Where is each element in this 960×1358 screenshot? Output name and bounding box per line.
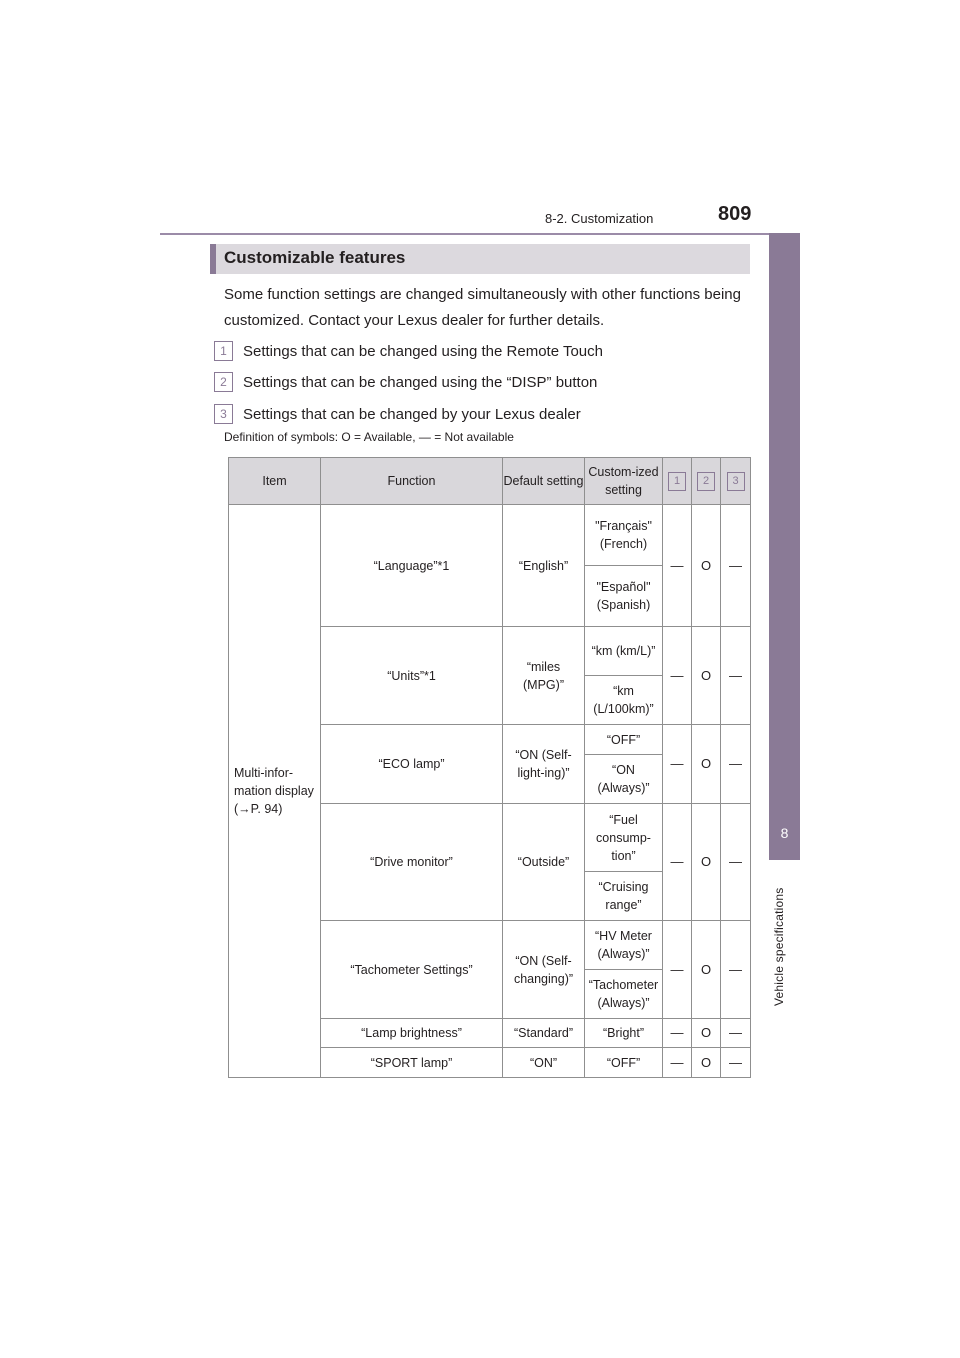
- setting-legend-text: Settings that can be changed using the Remote Touch: [243, 343, 603, 360]
- mark-col-3: —: [721, 505, 751, 627]
- header-col-3: [721, 458, 751, 505]
- mark-col-3: —: [721, 725, 751, 804]
- default-cell: “Standard”: [503, 1019, 585, 1048]
- header-custom: Custom-ized setting: [585, 458, 663, 505]
- mark-col-1: —: [663, 921, 692, 1019]
- function-cell: “SPORT lamp”: [321, 1048, 503, 1078]
- header-rule: [160, 233, 800, 235]
- mark-col-2: O: [692, 505, 721, 627]
- mark-col-1: —: [663, 505, 692, 627]
- chapter-tab-number: 8: [780, 825, 789, 841]
- section-title-bar: [210, 244, 750, 274]
- mark-col-2: O: [692, 627, 721, 725]
- header-item: Item: [229, 458, 321, 505]
- function-cell: “Drive monitor”: [321, 804, 503, 921]
- setting-legend-text: Settings that can be changed by your Lexus dealer: [243, 406, 581, 423]
- page-number: 809: [718, 203, 752, 225]
- setting-legend-2: [214, 372, 597, 392]
- chapter-tab[interactable]: [769, 233, 800, 860]
- mark-col-1: —: [663, 1019, 692, 1048]
- header-default: Default setting: [503, 458, 585, 505]
- mark-col-1: —: [663, 725, 692, 804]
- customization-table: [228, 457, 751, 1078]
- table-row: [229, 505, 751, 566]
- table-header-row: [229, 458, 751, 505]
- function-cell: “Tachometer Settings”: [321, 921, 503, 1019]
- custom-cell: “km (km/L)”: [585, 627, 663, 676]
- function-cell: “ECO lamp”: [321, 725, 503, 804]
- section-title: Customizable features: [224, 248, 406, 267]
- setting-legend-text: Settings that can be changed using the “DISP” button: [243, 374, 598, 391]
- function-cell: “Language”*1: [321, 505, 503, 627]
- custom-cell: "Español" (Spanish): [585, 566, 663, 627]
- header-function: Function: [321, 458, 503, 505]
- number-badge-icon: 2: [697, 472, 715, 491]
- number-badge-icon: 2: [214, 372, 233, 392]
- mark-col-3: —: [721, 627, 751, 725]
- default-cell: “ON”: [503, 1048, 585, 1078]
- chapter-tab-label: Vehicle specifications: [772, 887, 786, 1006]
- default-cell: “ON (Self-light-ing)”: [503, 725, 585, 804]
- custom-cell: “OFF”: [585, 725, 663, 755]
- mark-col-2: O: [692, 725, 721, 804]
- default-cell: “Outside”: [503, 804, 585, 921]
- custom-cell: “km (L/100km)”: [585, 676, 663, 725]
- mark-col-2: O: [692, 921, 721, 1019]
- setting-legend-1: [214, 341, 603, 361]
- setting-legend-3: [214, 404, 581, 424]
- number-badge-icon: 1: [214, 341, 233, 361]
- default-cell: “miles (MPG)”: [503, 627, 585, 725]
- item-cell: Multi-infor-mation display (→P. 94): [229, 505, 321, 1078]
- intro-paragraph: Some function settings are changed simultaneously with other functions being customized. Contact your Lexus dealer for further details.: [224, 286, 741, 329]
- custom-cell: “ON (Always)”: [585, 755, 663, 804]
- custom-cell: “HV Meter (Always)”: [585, 921, 663, 970]
- custom-cell: “Cruising range”: [585, 872, 663, 921]
- custom-cell: “Fuel consump-tion”: [585, 804, 663, 872]
- mark-col-2: O: [692, 1019, 721, 1048]
- number-badge-icon: 3: [727, 472, 745, 491]
- custom-cell: “Bright”: [585, 1019, 663, 1048]
- section-label: 8-2. Customization: [545, 211, 654, 226]
- mark-col-1: —: [663, 627, 692, 725]
- function-cell: “Lamp brightness”: [321, 1019, 503, 1048]
- mark-col-3: —: [721, 1048, 751, 1078]
- header-col-2: [692, 458, 721, 505]
- mark-col-1: —: [663, 1048, 692, 1078]
- default-cell: “English”: [503, 505, 585, 627]
- mark-col-3: —: [721, 804, 751, 921]
- mark-col-2: O: [692, 1048, 721, 1078]
- symbol-definition: Definition of symbols: O = Available, — = Not available: [224, 430, 514, 444]
- number-badge-icon: 3: [214, 404, 233, 424]
- default-cell: “ON (Self-changing)”: [503, 921, 585, 1019]
- custom-cell: “OFF”: [585, 1048, 663, 1078]
- header-col-1: [663, 458, 692, 505]
- number-badge-icon: 1: [668, 472, 686, 491]
- custom-cell: "Français" (French): [585, 505, 663, 566]
- mark-col-3: —: [721, 1019, 751, 1048]
- custom-cell: “Tachometer (Always)”: [585, 970, 663, 1019]
- mark-col-3: —: [721, 921, 751, 1019]
- function-cell: “Units”*1: [321, 627, 503, 725]
- mark-col-1: —: [663, 804, 692, 921]
- mark-col-2: O: [692, 804, 721, 921]
